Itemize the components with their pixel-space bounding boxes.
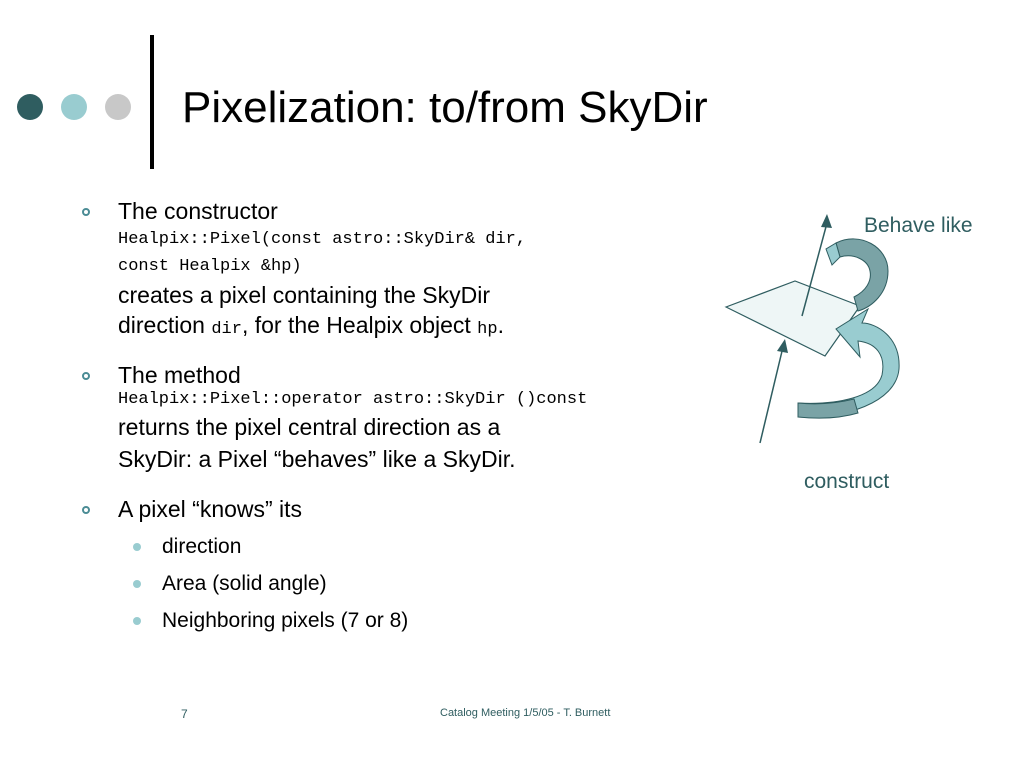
label-construct: construct <box>804 470 890 493</box>
bullet-text: creates a pixel containing the SkyDir <box>118 282 491 308</box>
bullet-lead: A pixel “knows” its <box>118 496 303 522</box>
bullet-lead: The method <box>118 362 241 388</box>
pixel-diagram <box>718 205 918 455</box>
text-fragment: direction <box>118 312 212 338</box>
sub-item-direction: direction <box>162 535 242 558</box>
text-fragment: , for the Healpix object <box>241 312 478 338</box>
decor-dot-gray <box>105 94 131 120</box>
sub-bullet-dot-icon <box>133 580 141 588</box>
decor-dot-dark <box>17 94 43 120</box>
bullet-marker-icon <box>82 208 90 216</box>
code-line: Healpix::Pixel(const astro::SkyDir& dir, <box>118 230 527 249</box>
sub-bullet-dot-icon <box>133 543 141 551</box>
label-behave-like: Behave like <box>864 214 973 237</box>
page-number: 7 <box>181 707 188 721</box>
arrowhead-icon <box>821 214 832 228</box>
bullet-marker-icon <box>82 372 90 380</box>
direction-arrow-lower <box>760 347 783 443</box>
arrowhead-icon <box>777 339 788 353</box>
code-line: const Healpix &hp) <box>118 257 302 276</box>
bullet-knows <box>118 494 302 524</box>
bullet-marker-icon <box>82 506 90 514</box>
sub-bullet-dot-icon <box>133 617 141 625</box>
bullet-text-line <box>118 310 526 345</box>
text-fragment: . <box>497 312 504 338</box>
slide-title: Pixelization: to/from SkyDir <box>182 83 708 132</box>
sub-item-neighbors: Neighboring pixels (7 or 8) <box>162 609 409 632</box>
inline-code: dir <box>211 320 242 339</box>
title-rule <box>150 35 154 169</box>
construct-arrow-shadow <box>798 399 858 418</box>
pixel-plane <box>726 281 860 356</box>
bullet-lead: The constructor <box>118 198 278 224</box>
bullet-method <box>118 360 587 474</box>
sub-item-area: Area (solid angle) <box>162 572 327 595</box>
footer-caption: Catalog Meeting 1/5/05 - T. Burnett <box>440 707 611 719</box>
bullet-text: SkyDir: a Pixel “behaves” like a SkyDir. <box>118 446 516 472</box>
bullet-text: returns the pixel central direction as a <box>118 414 501 440</box>
inline-code: hp <box>477 320 498 339</box>
bullet-constructor <box>118 196 526 345</box>
decor-dot-light <box>61 94 87 120</box>
code-line: Healpix::Pixel::operator astro::SkyDir ()const <box>118 390 588 409</box>
